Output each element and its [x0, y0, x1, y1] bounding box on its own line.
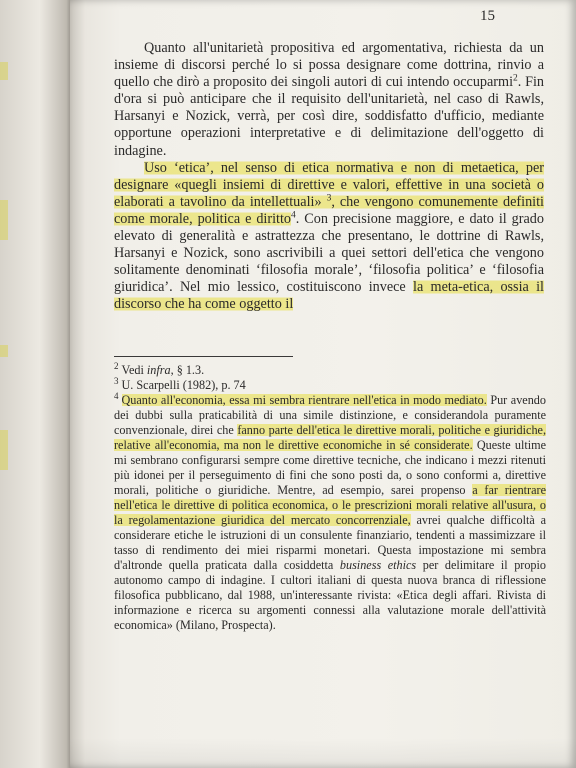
paragraph-1 — [114, 40, 544, 160]
highlighted-text: fanno parte dell'etica le direttive morali, politiche e giuridiche, relative all'economia, ma non le direttive economiche in sé considerate. — [114, 423, 546, 452]
footnote-separator — [114, 356, 293, 357]
highlighted-text: a far rientrare nell'etica le direttive di politica economica, o le prescrizioni morali relative all'usura, o la regolamentazione giuridica del mercato concorrenziale, — [114, 483, 546, 527]
page-number: 15 — [480, 8, 495, 24]
italic-text: infra — [146, 363, 171, 377]
page-shadow — [70, 738, 576, 768]
footnote-3 — [114, 375, 546, 393]
text-run: Queste ultime mi sembrano configurarsi sempre come direttive tecniche, che indicano i mezzi ritenuti più idonei per il perseguimento di fini che sono posti da, o sono conformi a, direttive morali, politiche o giuridiche. Mentre, ad esempio, sarei propenso — [114, 438, 546, 497]
text-run: . Con precisione maggiore, e dato il grado elevato di generalità e astrattezza che presentano, le dottrine di Rawls, Harsanyi e Nozick, sono ascrivibili a quei settori dell'etica che vengono solitamente denominati ‘filosofia morale’, ‘filosofia politica’ e ‘filosofia giuridica’. Nel mio lessico, costituiscono invece — [114, 210, 544, 296]
text-run: U. Scarpelli (1982), p. 74 — [121, 378, 246, 392]
footnote-ref-2: 2 — [513, 73, 518, 84]
highlighted-text: Quanto all'economia, essa mi sembra rientrare nell'etica in modo mediato. — [121, 393, 487, 407]
paragraph-2 — [114, 160, 544, 314]
text-run: avrei qualche difficoltà a considerare etiche le istruzioni di un consulente finanziario, tendenti a massimizzare il tasso di rendimento dei miei risparmi monetari. Questa impostazione mi sembra d'altronde quella praticata dalla cosiddetta — [114, 513, 547, 572]
highlight-mark — [0, 200, 8, 240]
highlighted-text: , che vengono comunemente definiti come morale, politica e diritto — [114, 193, 545, 227]
text-run: per delimitare il propio autonomo campo di indagine. I cultori italiani di questa nuova branca di riflessione filosofica pubblicano, dal 1988, un'interessante rivista: «Etica degli affari. Rivista di informazione e ricerca su argomenti connessi alla valutazione morale dell'attività economica» (Milano, Prospecta). — [114, 558, 547, 632]
body-text — [114, 40, 544, 314]
footnote-4 — [114, 390, 547, 633]
text-run: Vedi — [121, 363, 147, 377]
text-run: . Fin d'ora si può anticipare che il requisito dell'unitarietà, nel caso di Rawls, Harsanyi e Nozick, verrà, per così dire, soddisfatto d'ufficio, mediante opportune operazioni interpretative e di delimitazione dell'oggetto di indagine. — [114, 74, 544, 159]
footnote-number: 2 — [114, 360, 119, 371]
text-run: Quanto all'unitarietà propositiva ed argomentativa, richiesta da un insieme di discorsi perché lo si possa designare come dottrina, rinvio a quello che dirò a proposito dei singoli autori di cui intendo occuparmi — [114, 40, 544, 91]
highlight-mark — [0, 62, 8, 80]
italic-text: business ethics — [339, 558, 417, 572]
footnote-number: 4 — [114, 390, 119, 401]
text-run: , § 1.3. — [170, 363, 205, 377]
highlight-mark — [0, 345, 8, 357]
highlight-mark — [0, 430, 8, 470]
highlighted-text: Uso ‘etica’, nel senso di etica normativa e non di metaetica, per designare «quegli insiemi di direttive e valori, effettive in una società o elaborati a tavolino da intellettuali» — [114, 159, 544, 210]
facing-page-edge — [0, 0, 72, 768]
footnote-ref-4: 4 — [291, 210, 296, 221]
book-page — [70, 0, 576, 768]
footnotes — [114, 360, 547, 633]
footnote-number: 3 — [114, 375, 119, 386]
text-run: Pur avendo dei dubbi sulla praticabilità di una simile distinzione, e considerandola puramente convenzionale, direi che — [114, 393, 546, 437]
footnote-2 — [114, 360, 546, 378]
highlighted-text: la meta-etica, ossia il discorso che ha come oggetto il — [114, 279, 544, 313]
footnote-ref-3: 3 — [326, 193, 332, 204]
